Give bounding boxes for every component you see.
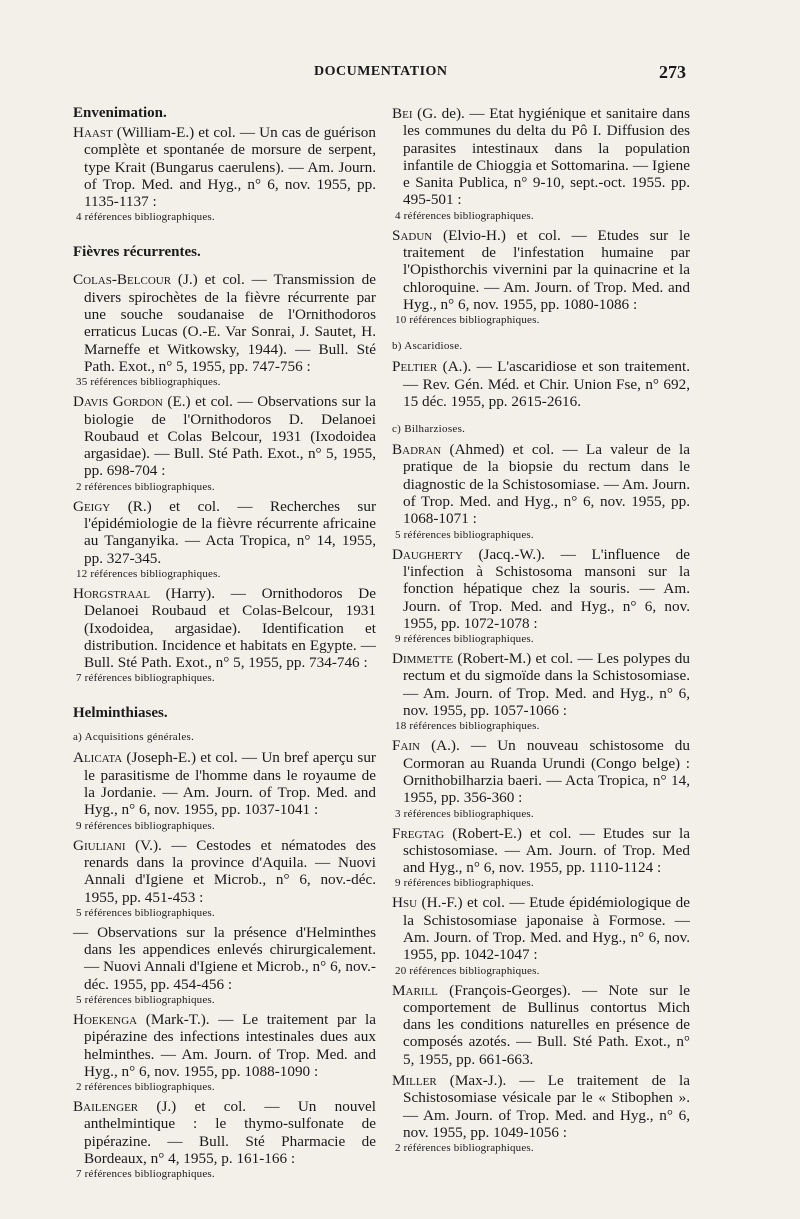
entry-author: Horgstraal [73,584,150,602]
entry-bailenger [73,1098,376,1181]
entry-haast [73,124,376,224]
entry-author: Dimmette [392,650,454,668]
entry-author: Miller [392,1072,437,1090]
page-header [0,64,800,88]
entry-text: (J.) et col. — Transmission de divers spirochètes de la fièvre récurrente par une souche soudanaise de l'Ornithodoros erraticus Lucas (O.-E. Var Sonrai, J. Sautet, H. Marneffe et Witkowsky, 1944). — Bull. Sté Path. Exot., n° 5, 1955, pp. 747-756 : [84,271,376,375]
entry-refs: 4 références bibliographiques. [395,209,534,222]
entry-fregtag [392,825,690,891]
entry-refs: 7 références bibliographiques. [76,1168,215,1181]
entry-peltier [392,358,690,410]
entry-refs: 2 références bibliographiques. [395,1142,534,1155]
entry-author: Fregtag [392,824,445,842]
entry-author: Bei [392,105,413,122]
entry-text: (A.). — L'ascaridiose et son traitement. — Rev. Gén. Méd. et Chir. Union Fse, n° 692, 15 déc. 1955, pp. 2615-2616. [403,358,690,410]
entry-author: Giuliani [73,836,126,854]
entry-author: Hsu [392,894,418,912]
entry-text: (Harry). — Ornithodoros De Delanoei Roubaud et Colas-Belcour, 1931 (Ixodoidea, argasidae). Identification et distribution. Incidence et habitats en Egypte. — Bull. Sté Path. Exot., n° 5, 1955, pp. 734-746 : [84,584,376,672]
entry-horgstraal [73,585,376,685]
subsection-title-ascaridiose: b) Ascaridiose. [392,340,463,353]
entry-text: (G. de). — Etat hygiénique et sanitaire dans les communes du delta du Pô I. Diffusion des parasites intestinaux dans la population infantile de Chioggia et Sottomarina. — Igiene e Sanita Publica, n° 9-10, sept.-oct. 1955. pp. 495-501 : [403,105,690,209]
subsection-title-acquisitions: a) Acquisitions générales. [73,731,195,744]
right-column [392,105,690,1159]
entry-daugherty [392,546,690,646]
entry-text: (J.) et col. — Un nouvel anthelmintique : le thymo-sulfonate de pipérazine. — Bull. Sté Pharmacie de Bordeaux, n° 4, 1955, p. 161-166 : [84,1098,376,1168]
entry-bei [392,105,690,223]
entry-author: Davis Gordon [73,393,163,411]
entry-refs: 20 références bibliographiques. [395,964,540,977]
page-number: 273 [659,62,686,82]
entry-alicata [73,749,376,832]
entry-text: (H.-F.) et col. — Etude épidémiologique de la Schistosomiase japonaise à Formose. — Am. Journ. of Trop. Med. and Hyg., n° 6, nov. 1955, pp. 1042-1047 : [403,894,690,964]
entry-refs: 3 références bibliographiques. [395,807,534,820]
entry-sadun [392,227,690,327]
entry-refs: 10 références bibliographiques. [395,314,540,327]
entry-giuliani [73,837,376,920]
entry-refs: 5 références bibliographiques. [395,528,534,541]
entry-text: (Jacq.-W.). — L'influence de l'infection à Schistosoma mansoni sur la fonction hépatique chez la souris. — Am. Journ. of Trop. Med. and Hyg., n° 6, nov. 1955, pp. 1072-1078 : [403,545,690,632]
entry-author: Badran [392,441,442,459]
entry-refs: 12 références bibliographiques. [76,567,221,580]
entry-author: Haast [73,124,113,141]
section-title-envenimation: Envenimation. [73,105,167,121]
entry-text: — Observations sur la présence d'Helminthes dans les appendices enlevés chirurgicalement. — Nuovi Annali d'Igiene et Microb., n° 6, nov.-déc. 1955, pp. 454-456 : [73,923,376,993]
entry-author: Fain [392,737,420,755]
entry-author: Peltier [392,358,438,376]
section-title-helminthiases: Helminthiases. [73,705,168,722]
entry-text: (Robert-E.) et col. — Etudes sur la schistosomiase. — Am. Journ. of Trop. Med and Hyg., n° 6, nov. 1955, pp. 1110-1124 : [403,824,690,877]
entry-text: (Robert-M.) et col. — Les polypes du rectum et du sigmoïde dans la Schistosomiase. — Am. Journ. of Trop. Med. and Hyg., n° 6, nov. 1955, pp. 1057-1066 : [403,650,690,720]
entry-text: (V.). — Cestodes et nématodes des renards dans la province d'Aquila. — Nuovi Annali d'Igiene et Microb., n° 6, nov.-déc. 1955, pp. 451-453 : [84,836,376,906]
entry-refs: 9 références bibliographiques. [395,633,534,646]
entry-text: (R.) et col. — Recherches sur l'épidémiologie de la fièvre récurrente africaine au Tanganyika. — Acta Tropica, n° 14, 1955, pp. 327-345. [84,497,376,567]
entry-author: Alicata [73,749,123,767]
entry-miller [392,1072,690,1155]
subsection-title-bilharzioses: c) Bilharzioses. [392,423,466,436]
entry-author: Colas-Belcour [73,271,172,289]
entry-refs: 2 références bibliographiques. [76,1081,215,1094]
entry-author: Geigy [73,497,111,515]
entry-refs: 35 références bibliographiques. [76,376,221,389]
entry-refs: 18 références bibliographiques. [395,720,540,733]
entry-fain [392,737,690,820]
entry-refs: 9 références bibliographiques. [395,877,534,890]
entry-author: Sadun [392,226,433,244]
section-title-fievres: Fièvres récurrentes. [73,244,201,261]
entry-text: (Mark-T.). — Le traitement par la pipérazine des infections intestinales dues aux helminthes. — Am. Journ. of Trop. Med. and Hyg., n° 6, nov. 1955, pp. 1088-1090 : [84,1010,376,1080]
entry-text: (Ahmed) et col. — La valeur de la pratique de la biopsie du rectum dans le diagnostic de la Schistosomiase. — Am. Journ. of Trop. Med. and Hyg., n° 6, nov. 1955, pp. 1068-1071 : [403,441,690,528]
entry-davis-gordon [73,393,376,493]
entry-text: (A.). — Un nouveau schistosome du Cormoran au Ruanda Urundi (Congo belge) : Ornithobilharzia baeri. — Acta Tropica, n° 14, 1955, pp. 356-360 : [403,737,690,807]
entry-text: (Joseph-E.) et col. — Un bref aperçu sur le parasitisme de l'homme dans le royaume de la Jordanie. — Am. Journ. of Trop. Med. and Hyg., n° 6, nov. 1955, pp. 1037-1041 : [84,749,376,819]
entry-marill [392,982,690,1068]
running-title: DOCUMENTATION [314,64,448,79]
entry-refs: 7 références bibliographiques. [76,672,215,685]
entry-giuliani-2 [73,924,376,1007]
entry-author: Bailenger [73,1098,139,1116]
left-column [73,105,376,1185]
entry-text: (Elvio-H.) et col. — Etudes sur le traitement de l'infestation humaine par l'Opisthorchis vivernini par la quinacrine et la chloroquine. — Am. Journ. of Trop. Med. and Hyg., n° 6, nov. 1955, pp. 1080-1086 : [403,226,690,313]
entry-text: (William-E.) et col. — Un cas de guérison complète et spontanée de morsure de serpent, type Krait (Bungarus caerulens). — Am. Journ. of Trop. Med. and Hyg., n° 6, nov. 1955, pp. 1135-1137 : [84,124,376,211]
entry-text: (François-Georges). — Note sur le comportement de Bullinus contortus Mich dans les conditions naturelles en présence de composés azotés. — Bull. Sté Path. Exot., n° 5, 1955, pp. 661-663. [403,981,690,1068]
entry-refs: 9 références bibliographiques. [76,819,215,832]
entry-text: (E.) et col. — Observations sur la biologie de l'Ornithodoros D. Delanoei Roubaud et Colas Belcour, 1931 (Ixodoidea argasidae). — Bull. Sté Path. Exot., n° 5, 1955, pp. 698-704 : [84,393,376,480]
entry-author: Daugherty [392,545,463,563]
entry-author: Hoekenga [73,1010,138,1028]
entry-refs: 5 références bibliographiques. [76,906,215,919]
entry-dimmette [392,650,690,733]
entry-badran [392,441,690,541]
entry-author: Marill [392,981,438,999]
entry-text: (Max-J.). — Le traitement de la Schistosomiase vésicale par le « Stibophen ». — Am. Journ. of Trop. Med. and Hyg., n° 6, nov. 1955, pp. 1049-1056 : [403,1072,690,1141]
entry-geigy [73,498,376,581]
entry-hsu [392,894,690,977]
entry-refs: 4 références bibliographiques. [76,211,215,224]
entry-refs: 5 références bibliographiques. [76,993,215,1006]
entry-colas-belcour [73,271,376,389]
entry-refs: 2 références bibliographiques. [76,480,215,493]
entry-hoekenga [73,1011,376,1094]
